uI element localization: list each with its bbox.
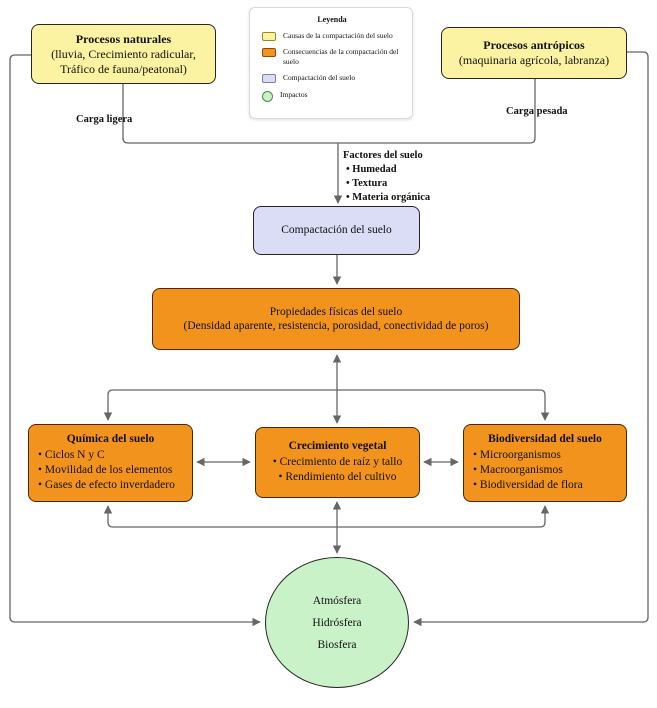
impacts-swatch-icon — [262, 91, 273, 102]
node-subtitle: Tráfico de fauna/peatonal) — [60, 61, 187, 76]
node-bullets: • Crecimiento de raíz y tallo • Rendimiento del cultivo — [272, 456, 403, 484]
node-impactos-circle — [265, 557, 409, 688]
node-subtitle: (lluvia, Crecimiento radicular, — [51, 46, 196, 61]
legend-label: Causas de la compactación del suelo — [283, 31, 393, 40]
label-factores-del-suelo — [343, 149, 473, 205]
compaction-swatch-icon — [262, 74, 276, 83]
node-propiedades-fisicas — [152, 288, 520, 350]
legend — [249, 7, 413, 119]
legend-item-causas — [262, 31, 402, 41]
node-procesos-antropicos — [441, 27, 627, 79]
node-biodiversidad-del-suelo — [463, 424, 627, 502]
edge-branch-up — [108, 506, 545, 527]
node-subtitle: (maquinaria agrícola, labranza) — [458, 53, 610, 67]
node-title: Procesos naturales — [75, 31, 172, 46]
legend-item-compactacion — [262, 73, 402, 83]
edge-branch-down — [108, 390, 545, 420]
impactos-lines: Atmósfera Hidrósfera Biosfera — [312, 594, 362, 651]
node-bullets: • Ciclos N y C • Movilidad de los elementos • Gases de efecto inverdadero — [38, 449, 175, 492]
legend-item-consecuencias — [262, 47, 402, 67]
legend-label: Consecuencias de la compactación del suelo — [283, 47, 399, 67]
causes-swatch-icon — [262, 32, 276, 41]
node-title: Compactación del suelo — [281, 224, 392, 237]
legend-title: Leyenda — [317, 15, 347, 24]
node-subtitle: (Densidad aparente, resistencia, porosidad, conectividad de poros) — [183, 320, 489, 332]
node-bullets: • Microorganismos • Macroorganismos • Biodiversidad de flora — [473, 449, 583, 492]
node-title: Química del suelo — [66, 433, 155, 445]
consequences-swatch-icon — [262, 48, 276, 57]
factores-bullets: • Humedad • Textura • Materia orgánica — [346, 164, 431, 203]
legend-label: Impactos — [280, 89, 308, 99]
legend-item-impactos — [262, 90, 402, 102]
factores-title: Factores del suelo — [343, 150, 423, 161]
node-title: Procesos antrópicos — [483, 38, 585, 52]
legend-label: Compactación del suelo — [283, 73, 356, 83]
node-compactacion — [253, 206, 420, 255]
node-procesos-naturales — [31, 24, 216, 84]
node-quimica-del-suelo — [28, 424, 193, 502]
label-carga-ligera: Carga ligera — [76, 114, 133, 125]
node-title: Crecimiento vegetal — [288, 440, 387, 452]
node-title: Propiedades físicas del suelo — [269, 305, 403, 318]
node-crecimiento-vegetal — [255, 427, 420, 498]
label-carga-pesada: Carga pesada — [506, 106, 568, 117]
node-title: Biodiversidad del suelo — [488, 433, 602, 445]
